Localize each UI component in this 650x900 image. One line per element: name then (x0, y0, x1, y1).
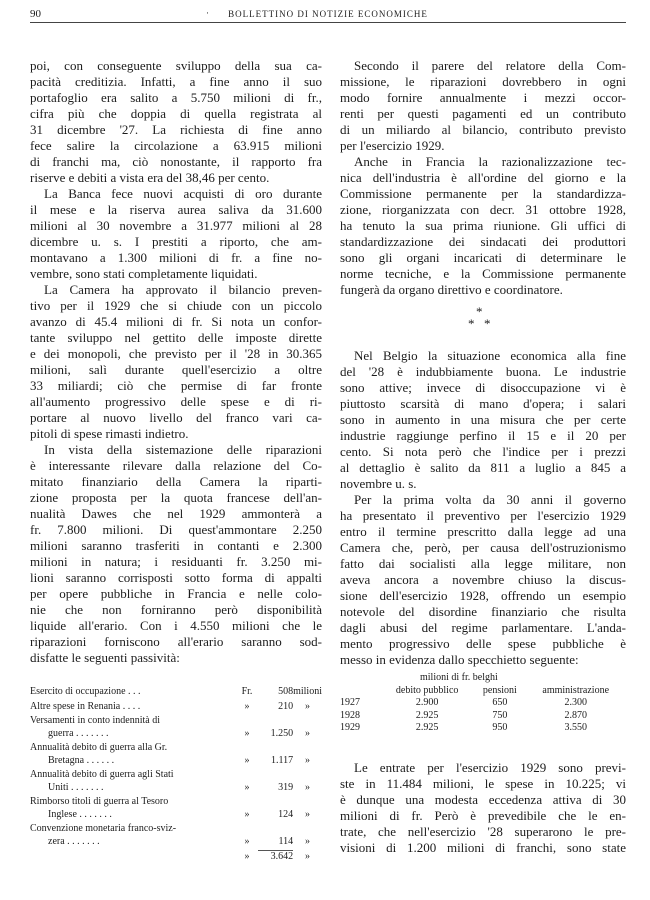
paragraph (30, 58, 322, 186)
paragraph (340, 492, 626, 668)
table-row (30, 769, 322, 782)
text-line: aveva ancora a novembre chiuso la discus- (340, 572, 626, 587)
text-line: mento progressivo delle spese pubbliche è (340, 636, 626, 651)
paragraph (30, 442, 322, 666)
paragraph (30, 282, 322, 442)
year: 1927 (340, 697, 360, 708)
text-line: cifra più che doppia di quella registrata al (30, 106, 322, 121)
total-row (30, 851, 322, 864)
table-row (340, 722, 626, 735)
table-row (30, 715, 322, 728)
table-caption: milioni di fr. belghi (420, 672, 498, 683)
text-line: al dettaglio è salito da 811 a luglio a 845 a (340, 460, 626, 475)
currency: » (244, 781, 250, 793)
row-label: guerra . . . . . . . (48, 727, 109, 739)
text-line: sione dell'esercizio 1928, offrendo un esempio (340, 588, 626, 603)
text-line: 33 miliardi; ciò che permise di far fronte (30, 378, 322, 393)
text-line: di un miliardo al bilancio, contributo previsto (340, 122, 626, 137)
text-line: Anche in Francia la razionalizzazione tec- (354, 154, 626, 169)
text-line: è dunque una modesta eccedenza attiva di 30 (340, 792, 626, 807)
table-row (30, 836, 322, 851)
currency: Fr. (241, 686, 253, 697)
paragraph (340, 154, 626, 298)
unit: » (305, 700, 311, 712)
text-line: norme tecniche, e la Commissione permanente (340, 266, 626, 281)
text-line: montavano a 1.300 milioni di fr. a fine no- (30, 250, 322, 265)
paragraph (30, 186, 322, 282)
row-label: Convenzione monetaria franco-sviz- (30, 823, 177, 834)
paragraph (340, 348, 626, 492)
table-row (30, 782, 322, 797)
text-line: pacità creditizia. Infatti, a fine anno il suo (30, 74, 322, 89)
table-row (340, 697, 626, 710)
currency: » (244, 754, 250, 766)
text-line: Camera che, però, per causa dell'ostruzionismo (340, 540, 626, 555)
text-line: novembre u. s. (340, 476, 417, 491)
text-line: fatto dai socialisti alla legge militare, non (340, 556, 626, 571)
text-line: per l'esercizio 1929. (340, 138, 445, 153)
text-line: renti per questi pagamenti ed un contributo (340, 106, 626, 121)
amount: 124 (278, 808, 294, 820)
text-line: cento. Si nota però che l'indice per i prezzi (340, 444, 626, 459)
text-line: zione, riorganizzata con decr. 31 ottobre 1928, (340, 202, 626, 217)
text-line: nie che non forniranno però disponibilità (30, 602, 322, 617)
cell-value: 2.900 (415, 697, 439, 708)
header-rule (30, 22, 626, 23)
table-row (30, 823, 322, 836)
text-line: standardizzazione dei sindacati dei produttori (340, 234, 626, 249)
year: 1929 (340, 722, 360, 733)
text-line: piuttosto scarsità di mano d'opera; i salari (340, 396, 626, 411)
text-line: portare al nuovo livello del franco vari ca- (30, 410, 322, 425)
amount: 114 (278, 835, 294, 847)
header-separator: · (206, 8, 209, 18)
amount: 1.250 (270, 727, 294, 739)
text-line: Le entrate per l'esercizio 1929 sono previ- (354, 760, 626, 775)
table-row (30, 701, 322, 716)
currency: » (244, 700, 250, 712)
text-line: La Banca fece nuovi acquisti di oro durante (44, 186, 322, 201)
text-line: milioni al 30 novembre a 31.977 milioni al 28 (30, 218, 322, 233)
text-line: sono gli organi incaricati di determinare le (340, 250, 626, 265)
currency: » (244, 836, 250, 847)
currency: » (244, 808, 250, 820)
text-line: nica dell'industria è all'ordine del giorno e la (340, 170, 626, 185)
asterism-star: * (476, 304, 483, 319)
text-line: dagli abusi del regime parlamentare. L'anda- (340, 620, 626, 635)
text-line: zione proposta per la quota francese dell'an- (30, 490, 322, 505)
text-line: e dei monopoli, che previsto per il '28 in 30.365 (30, 346, 322, 361)
unit: milioni (293, 686, 322, 697)
text-line: il mese e la riserva aurea saliva da 31.600 (30, 202, 322, 217)
text-line: milioni, salì durante quell'esercizio a oltre (30, 362, 322, 377)
unit: » (305, 808, 311, 820)
total-amount: 3.642 (258, 851, 293, 864)
text-line: mitato finanziario della Camera la riparti- (30, 474, 322, 489)
paragraph (340, 58, 626, 154)
currency: » (244, 851, 250, 862)
row-label: Altre spese in Renania . . . . (30, 700, 141, 712)
amount: 508 (278, 686, 294, 697)
right-column-text-bottom (340, 760, 626, 856)
cell-value: 950 (492, 722, 508, 733)
page-number: 90 (30, 8, 41, 20)
asterism-star: * (484, 316, 491, 331)
text-line: milioni in natura; i residuanti fr. 3.250 mi- (30, 554, 322, 569)
row-label: Esercito di occupazione . . . (30, 686, 141, 697)
table-row (30, 728, 322, 743)
asterism-star: * (468, 316, 475, 331)
unit: » (305, 781, 311, 793)
text-line: ste in 11.484 milioni, le spese in 10.225; vi (340, 776, 626, 791)
table-row (30, 809, 322, 824)
text-line: sono in aumento in una misura che per certe (340, 412, 626, 427)
text-line: 31 dicembre '27. La richiesta di fine anno (30, 122, 322, 137)
text-line: fungerà da organo direttivo e coordinatore. (340, 282, 563, 297)
text-line: per opere pubbliche in Francia e nelle colo- (30, 586, 322, 601)
text-line: liquide all'erario. Con i 4.550 milioni che le (30, 618, 322, 633)
text-line: ha tenuto la sua prima riunione. Gli uffici di (340, 218, 626, 233)
text-line: Commissione permanente per la standardizza- (340, 186, 626, 201)
right-column-text-top (340, 58, 626, 298)
text-line: sono attive; invece di disoccupazione vi è (340, 380, 626, 395)
unit: » (305, 727, 311, 739)
text-line: fr. 7.800 milioni. Di quest'ammontare 2.250 (30, 522, 322, 537)
column-header: amministrazione (542, 684, 610, 696)
row-label: Uniti . . . . . . . (48, 781, 104, 793)
text-line: di franchi ma, ciò nonostante, il rapporto fra (30, 154, 322, 169)
row-label: Versamenti in conto indennità di (30, 715, 160, 726)
cell-value: 3.550 (564, 722, 587, 733)
text-line: vembre, sono stati completamente liquidati. (30, 266, 258, 281)
text-line: entro il termine prescritto dalla legge ad una (340, 524, 626, 539)
row-label: Annualità debito di guerra agli Stati (30, 769, 174, 780)
text-line: Secondo il parere del relatore della Com- (354, 58, 626, 73)
text-line: dicembre u. s. I prestiti a riporto, che am- (30, 234, 322, 249)
text-line: fece salire la circolazione a 63.915 milioni (30, 138, 322, 153)
text-line: all'aumento progressivo delle spese e di ri- (30, 394, 322, 409)
text-line: visioni di 1.200 milioni di franchi, sono state (340, 840, 626, 855)
text-line: ha presentato il preventivo per l'esercizio 1929 (340, 508, 626, 523)
text-line: portafoglio era salito a 5.750 milioni di fr., (30, 90, 322, 105)
table-row (30, 686, 322, 701)
cell-value: 2.925 (415, 722, 439, 733)
text-line: tivo per il 1929 che si chiude con un piccolo (30, 298, 322, 313)
amount: 210 (278, 700, 294, 712)
text-line: disfatte le seguenti passività: (30, 650, 180, 665)
total-label (30, 851, 236, 864)
amount: 319 (278, 781, 294, 793)
paragraph (340, 760, 626, 856)
amount: 1.117 (270, 754, 294, 766)
text-line: nualità Dawes che nel 1929 ammonterà a (30, 506, 322, 521)
unit: » (305, 754, 311, 766)
text-line: In vista della sistemazione delle riparazioni (44, 442, 322, 457)
unit: » (305, 836, 311, 847)
text-line: riserve e debiti a vista era del 38,46 per cento. (30, 170, 270, 185)
text-line: La Camera ha approvato il bilancio preven- (44, 282, 322, 297)
row-label: Bretagna . . . . . . (48, 754, 115, 766)
text-line: trate, che nell'esercizio '28 superarono le pre- (340, 824, 626, 839)
section-asterism (340, 300, 626, 344)
text-line: è interessante rilevare dalla relazione del Co- (30, 458, 322, 473)
table-row (340, 710, 626, 723)
text-line: modo fornire annualmente i mezzi occor- (340, 90, 626, 105)
text-line: avanzo di 45.4 milioni di fr. Si nota un confor- (30, 314, 322, 329)
journal-title: BOLLETTINO DI NOTIZIE ECONOMICHE (228, 9, 428, 19)
unit: » (305, 851, 311, 862)
text-line: poi, con conseguente sviluppo della sua ca- (30, 58, 322, 73)
cell-value: 2.300 (564, 697, 587, 708)
table-row (30, 742, 322, 755)
liabilities-table (30, 686, 322, 864)
text-line: tante sviluppo nel gettito delle imposte dirette (30, 330, 322, 345)
text-line: del '28 è indubbiamente buona. Le industrie (340, 364, 626, 379)
row-label: Rimborso titoli di guerra al Tesoro (30, 796, 169, 807)
column-header: pensioni (482, 684, 517, 696)
text-line: Per la prima volta da 30 anni il governo (354, 492, 626, 507)
currency: » (244, 727, 250, 739)
row-label: Inglese . . . . . . . (48, 808, 112, 820)
column-header: debito pubblico (395, 684, 459, 696)
cell-value: 650 (492, 697, 508, 708)
cell-value: 2.870 (564, 709, 587, 721)
text-line: riparazioni forniscono all'erario saranno sod- (30, 634, 322, 649)
row-label: zera . . . . . . . (48, 836, 100, 847)
row-label: Annualità debito di guerra alla Gr. (30, 742, 168, 753)
text-line: missione, le riparazioni dovrebbero in ogni (340, 74, 626, 89)
expenditure-table (340, 672, 626, 735)
cell-value: 2.925 (415, 709, 439, 721)
table-row (30, 755, 322, 770)
text-line: Nel Belgio la situazione economica alla fine (354, 348, 626, 363)
text-line: industrie raggiunge perfino il 15 e il 20 per (340, 428, 626, 443)
text-line: milioni saranno trasferiti in contanti e 2.300 (30, 538, 322, 553)
cell-value: 750 (492, 709, 508, 721)
text-line: messo in evidenza dallo specchietto seguente: (340, 652, 579, 667)
table-row (30, 796, 322, 809)
text-line: pitoli di spese rimasti indietro. (30, 426, 189, 441)
text-line: milioni di fr. Però è prevedibile che le en- (340, 808, 626, 823)
text-line: lioni saranno corrisposti sotto forma di appalti (30, 570, 322, 585)
left-column-text (30, 58, 322, 666)
year: 1928 (340, 709, 360, 721)
text-line: notevole del disordine finanziario che risulta (340, 604, 626, 619)
right-column-text-middle (340, 348, 626, 668)
